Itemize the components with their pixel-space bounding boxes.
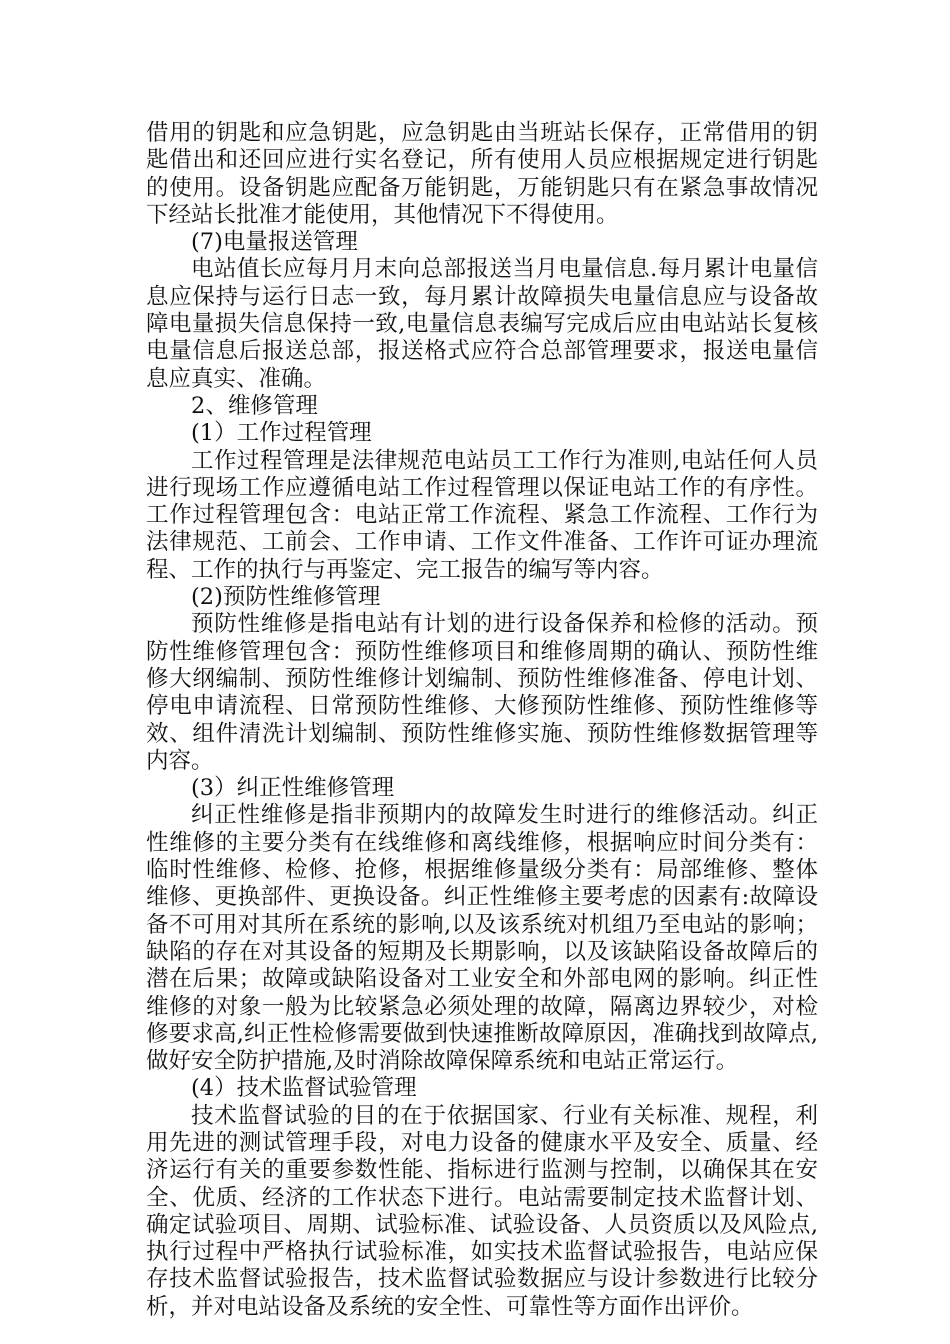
paragraph-corrective-maintenance: 纠正性维修是指非预期内的故障发生时进行的维修活动。纠正性维修的主要分类有在线维修和离线维修，根据响应时间分类有：临时性维修、检修、抢修，根据维修量级分类有：局部维修、整体维修、更换部件、更换设备。纠正性维修主要考虑的因素有:故障设备不可用对其所在系统的影响,以及该系统对机组乃至电站的影响；缺陷的存在对其设备的短期及长期影响，以及该缺陷设备故障后的潜在后果；故障或缺陷设备对工业安全和外部电网的影响。纠正性维修的对象一般为比较紧急必须处理的故障，隔离边界较少，对检修要求高,纠正性检修需要做到快速推断故障原因，准确找到故障点,做好安全防护措施,及时消除故障保障系统和电站正常运行。 xyxy=(146,802,818,1075)
paragraph-key-usage-continued: 借用的钥匙和应急钥匙，应急钥匙由当班站长保存，正常借用的钥匙借出和还回应进行实名登记，所有使用人员应根据规定进行钥匙的使用。设备钥匙应配备万能钥匙，万能钥匙只有在紧急事故情况下经站长批准才能使用，其他情况下不得使用。 xyxy=(146,120,818,228)
paragraph-technical-supervision: 技术监督试验的目的在于依据国家、行业有关标准、规程，利用先进的测试管理手段，对电力设备的健康水平及安全、质量、经济运行有关的重要参数性能、指标进行监测与控制，以确保其在安全、优质、经济的工作状态下进行。电站需要制定技术监督计划、确定试验项目、周期、试验标准、试验设备、人员资质以及风险点,执行过程中严格执行试验标准，如实技术监督试验报告，电站应保存技术监督试验报告，技术监督试验数据应与设计参数进行比较分析，并对电站设备及系统的安全性、可靠性等方面作出评价。 xyxy=(146,1102,818,1320)
heading-preventive-maintenance: (2)预防性维修管理 xyxy=(191,584,381,611)
paragraph-preventive-maintenance: 预防性维修是指电站有计划的进行设备保养和检修的活动。预防性维修管理包含：预防性维修项目和维修周期的确认、预防性维修大纲编制、预防性维修计划编制、预防性维修准备、停电计划、停电申请流程、日常预防性维修、大修预防性维修、预防性维修等效、组件清洗计划编制、预防性维修实施、预防性维修数据管理等内容。 xyxy=(146,611,818,774)
paragraph-work-process: 工作过程管理是法律规范电站员工工作行为准则,电站任何人员进行现场工作应遵循电站工作过程管理以保证电站工作的有序性。工作过程管理包含：电站正常工作流程、紧急工作流程、工作行为法律规范、工前会、工作申请、工作文件准备、工作许可证办理流程、工作的执行与再鉴定、完工报告的编写等内容。 xyxy=(146,447,818,583)
document-page xyxy=(146,120,818,1321)
heading-work-process: (1）工作过程管理 xyxy=(191,420,372,447)
heading-energy-reporting: (7)电量报送管理 xyxy=(191,229,358,256)
heading-corrective-maintenance: (3）纠正性维修管理 xyxy=(191,775,395,802)
paragraph-energy-reporting: 电站值长应每月月末向总部报送当月电量信息.每月累计电量信息应保持与运行日志一致，每月累计故障损失电量信息应与设备故障电量损失信息保持一致,电量信息表编写完成后应由电站站长复核电量信息后报送总部，报送格式应符合总部管理要求，报送电量信息应真实、准确。 xyxy=(146,256,818,392)
heading-maintenance-management: 2、维修管理 xyxy=(191,392,318,419)
heading-technical-supervision: (4）技术监督试验管理 xyxy=(191,1075,417,1102)
